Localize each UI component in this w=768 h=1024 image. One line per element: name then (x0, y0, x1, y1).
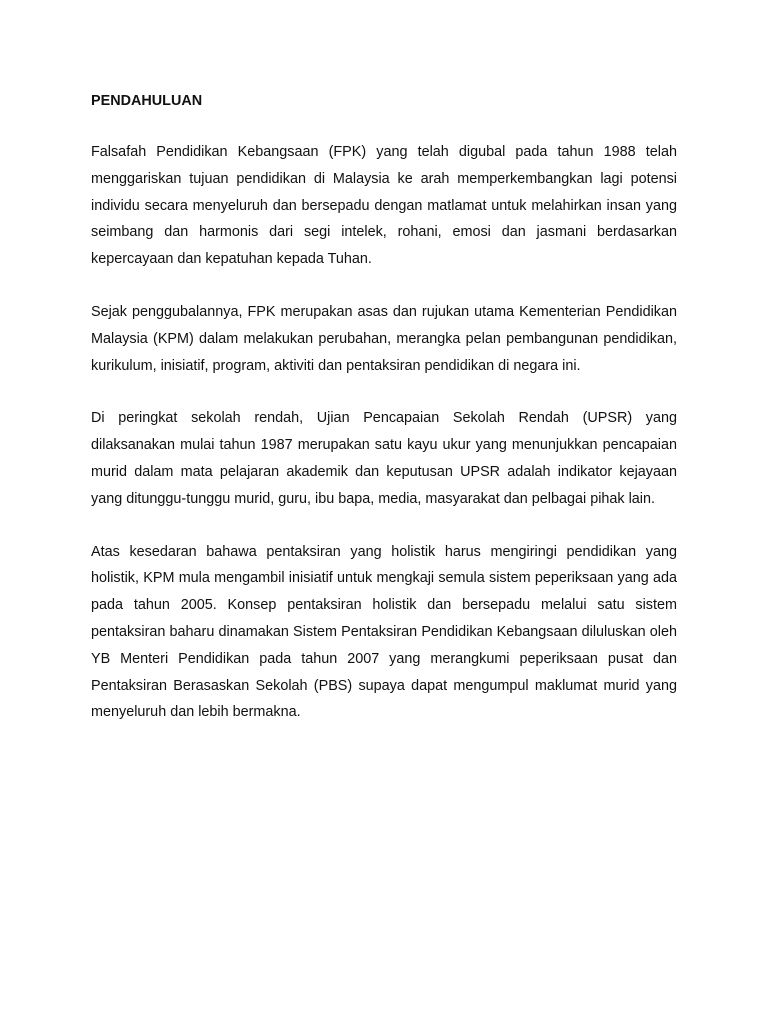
paragraph-1: Falsafah Pendidikan Kebangsaan (FPK) yang telah digubal pada tahun 1988 telah menggariskan tujuan pendidikan di Malaysia ke arah memperkembangkan lagi potensi individu secara menyeluruh dan bersepadu dengan matlamat untuk melahirkan insan yang seimbang dan harmonis dari segi intelek, rohani, emosi dan jasmani berdasarkan kepercayaan dan kepatuhan kepada Tuhan. (91, 144, 677, 268)
document-page (91, 88, 677, 726)
section-heading: PENDAHULUAN (91, 93, 203, 109)
paragraph-3: Di peringkat sekolah rendah, Ujian Pencapaian Sekolah Rendah (UPSR) yang dilaksanakan mulai tahun 1987 merupakan satu kayu ukur yang menunjukkan pencapaian murid dalam mata pelajaran akademik dan keputusan UPSR adalah indikator kejayaan yang ditunggu-tunggu murid, guru, ibu bapa, media, masyarakat dan pelbagai pihak lain. (91, 410, 677, 507)
paragraph-4: Atas kesedaran bahawa pentaksiran yang holistik harus mengiringi pendidikan yang holistik, KPM mula mengambil inisiatif untuk mengkaji semula sistem peperiksaan yang ada pada tahun 2005. Konsep pentaksiran holistik dan bersepadu melalui satu sistem pentaksiran baharu dinamakan Sistem Pentaksiran Pendidikan Kebangsaan diluluskan oleh YB Menteri Pendidikan pada tahun 2007 yang merangkumi peperiksaan pusat dan Pentaksiran Berasaskan Sekolah (PBS) supaya dapat mengumpul maklumat murid yang menyeluruh dan lebih bermakna. (91, 543, 677, 721)
paragraph-2: Sejak penggubalannya, FPK merupakan asas dan rujukan utama Kementerian Pendidikan Malaysia (KPM) dalam melakukan perubahan, merangka pelan pembangunan pendidikan, kurikulum, inisiatif, program, aktiviti dan pentaksiran pendidikan di negara ini. (91, 303, 677, 374)
